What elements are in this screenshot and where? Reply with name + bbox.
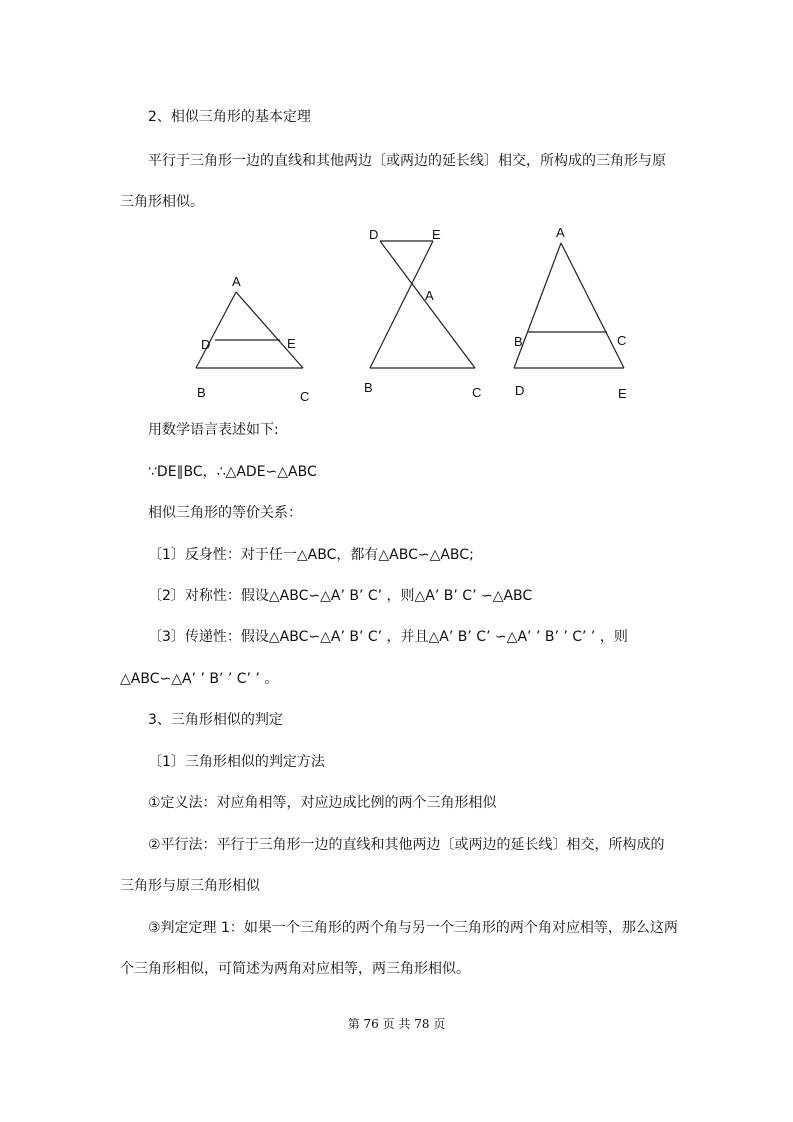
math-intro: 用数学语言表述如下: xyxy=(148,422,279,438)
method-1: ①定义法：对应角相等，对应边成比例的两个三角形相似 xyxy=(148,795,497,811)
triangle-figures xyxy=(0,0,793,420)
fig2-label-a: A xyxy=(425,288,434,303)
equivalence-item-3-line-1: 〔3〕传递性：假设△ABC∽△A’ B’ C’ ，并且△A’ B’ C’ ∽△A’ ’ B’ ’ C’ ’ ，则 xyxy=(148,629,628,645)
method-3-line-2: 个三角形相似，可简述为两角对应相等，两三角形相似。 xyxy=(120,961,470,977)
equivalence-item-2: 〔2〕对称性：假设△ABC∽△A’ B’ C’ ，则△A’ B’ C’ ∽△ABC xyxy=(148,588,533,604)
page-footer: 第 76 页 共 78 页 xyxy=(347,1017,446,1031)
section3-heading: 3、三角形相似的判定 xyxy=(148,712,283,728)
equivalence-heading: 相似三角形的等价关系： xyxy=(148,505,302,521)
fig1-label-b: B xyxy=(197,385,206,400)
figure-3-triangle xyxy=(514,225,627,401)
fig3-label-c: C xyxy=(617,333,627,348)
fig2-label-c: C xyxy=(472,385,482,400)
math-statement: ∵DE∥BC，∴△ADE∽△ABC xyxy=(148,464,317,480)
fig2-line-eb xyxy=(370,241,433,368)
theorem-line-1: 平行于三角形一边的直线和其他两边〔或两边的延长线〕相交，所构成的三角形与原 xyxy=(148,153,666,169)
fig3-side-ad xyxy=(514,243,561,368)
fig1-label-c: C xyxy=(300,389,310,404)
fig3-label-e: E xyxy=(618,386,627,401)
fig2-label-d: D xyxy=(369,227,379,242)
fig3-side-ae xyxy=(561,243,627,368)
theorem-line-2: 三角形相似。 xyxy=(120,194,204,210)
fig3-label-d: D xyxy=(515,383,525,398)
fig3-label-b: B xyxy=(514,334,523,349)
fig2-label-b: B xyxy=(364,380,373,395)
figure-1-triangle xyxy=(196,274,309,404)
fig2-line-dc xyxy=(380,241,475,368)
fig1-side-ac xyxy=(236,292,303,368)
equivalence-item-1: 〔1〕反身性：对于任一△ABC，都有△ABC∽△ABC; xyxy=(148,547,474,563)
fig1-label-a: A xyxy=(232,274,241,289)
fig2-label-e: E xyxy=(432,227,441,242)
equivalence-item-3-line-2: △ABC∽△A’ ’ B’ ’ C’ ’ 。 xyxy=(120,671,279,687)
method-heading: 〔1〕三角形相似的判定方法 xyxy=(148,754,325,770)
figure-2-triangle xyxy=(364,227,481,400)
section2-heading: 2、相似三角形的基本定理 xyxy=(148,109,311,125)
fig3-label-a: A xyxy=(556,225,565,240)
method-2-line-2: 三角形与原三角形相似 xyxy=(120,878,260,894)
method-3-line-1: ③判定定理 1：如果一个三角形的两个角与另一个三角形的两个角对应相等，那么这两 xyxy=(148,920,678,936)
fig1-label-d: D xyxy=(201,337,211,352)
fig1-side-ab xyxy=(196,292,236,368)
fig1-label-e: E xyxy=(287,336,296,351)
method-2-line-1: ②平行法：平行于三角形一边的直线和其他两边〔或两边的延长线〕相交，所构成的 xyxy=(148,837,665,853)
